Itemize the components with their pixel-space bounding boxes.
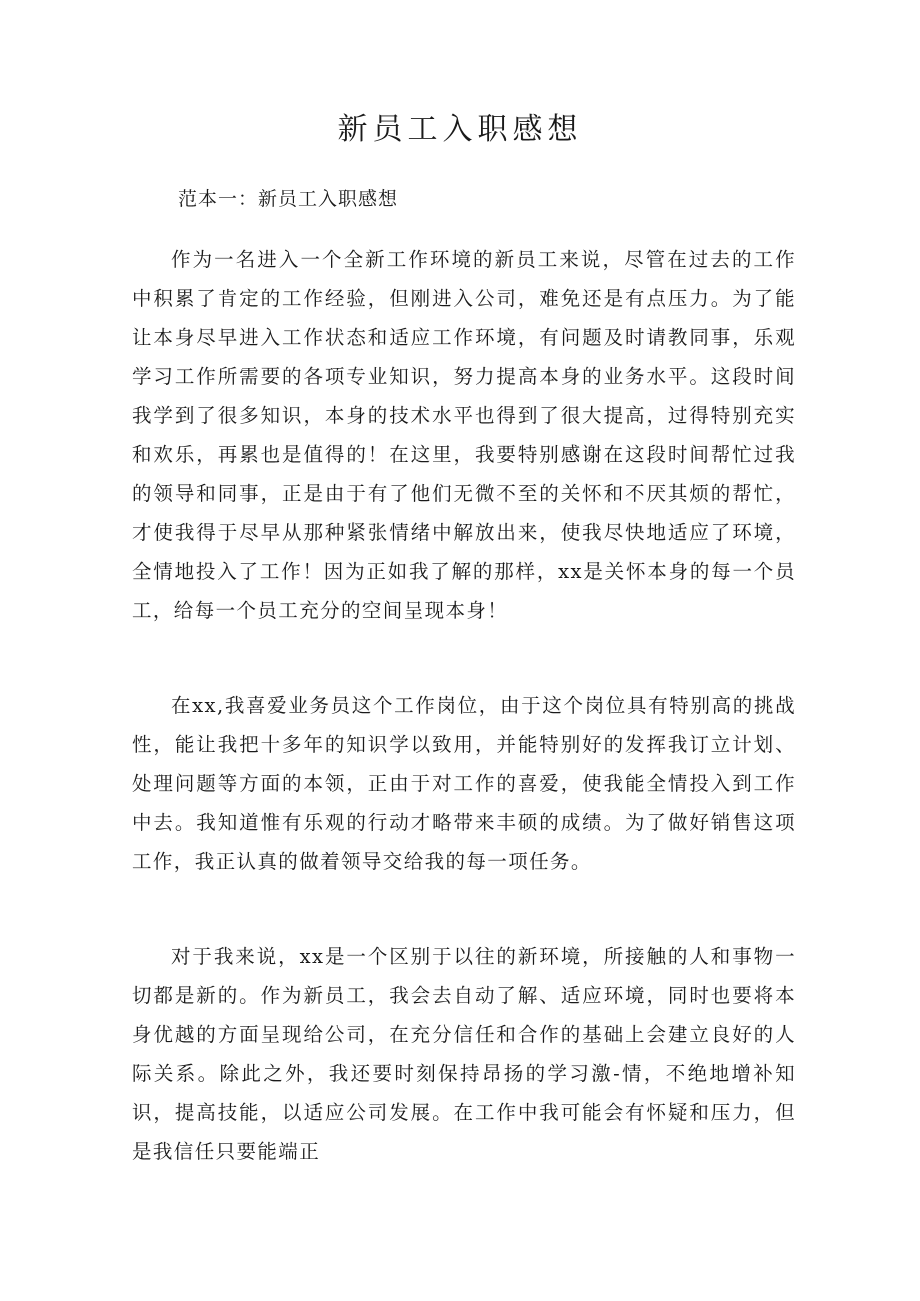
paragraph-1: 作为一名进入一个全新工作环境的新员工来说，尽管在过去的工作中积累了肯定的工作经验，但刚进入公司，难免还是有点压力。为了能让本身尽早进入工作状态和适应工作环境，有问题及时请教同事，乐观学习工作所需要的各项专业知识，努力提高本身的业务水平。这段时间我学到了很多知识，本身的技术水平也得到了很大提高，过得特别充实和欢乐，再累也是值得的！在这里，我要特别感谢在这段时间帮忙过我的领导和同事，正是由于有了他们无微不至的关怀和不厌其烦的帮忙，才使我得于尽早从那种紧张情绪中解放出来，使我尽快地适应了环境，全情地投入了工作！因为正如我了解的那样，xx是关怀本身的每一个员工，给每一个员工充分的空间呈现本身！	[132, 248, 796, 622]
document-title: 新员工入职感想	[337, 112, 583, 147]
section-subtitle: 范本一：新员工入职感想	[178, 188, 399, 210]
paragraph-3: 对于我来说，xx是一个区别于以往的新环境，所接触的人和事物一切都是新的。作为新员工，我会去自动了解、适应环境，同时也要将本身优越的方面呈现给公司，在充分信任和合作的基础上会建立良好的人际关系。除此之外，我还要时刻保持昂扬的学习激-情，不绝地增补知识，提高技能，以适应公司发展。在工作中我可能会有怀疑和压力，但是我信任只要能端正	[132, 945, 796, 1163]
paragraph-2: 在xx,我喜爱业务员这个工作岗位，由于这个岗位具有特别高的挑战性，能让我把十多年的知识学以致用，并能特别好的发挥我订立计划、处理问题等方面的本领，正由于对工作的喜爱，使我能全情投入到工作中去。我知道惟有乐观的行动才略带来丰硕的成绩。为了做好销售这项工作，我正认真的做着领导交给我的每一项任务。	[132, 694, 796, 873]
